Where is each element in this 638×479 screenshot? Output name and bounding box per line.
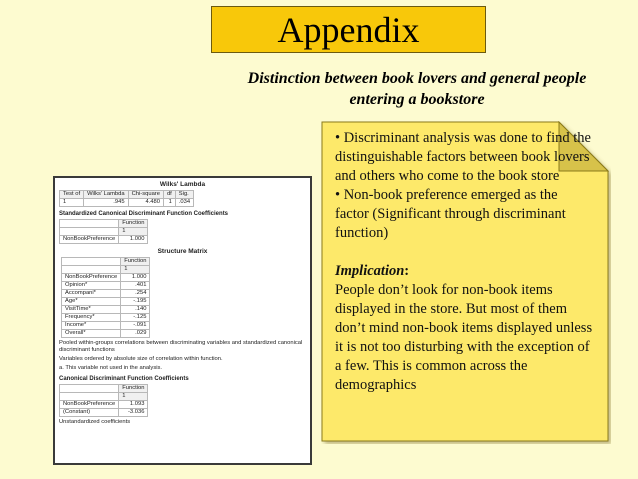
wilks-header: Sig. <box>175 191 193 199</box>
row-value: .254 <box>121 290 150 298</box>
structure-title: Structure Matrix <box>157 248 208 255</box>
wilks-cell: 4.480 <box>128 199 163 207</box>
page-title: Appendix <box>277 10 420 50</box>
row-value: 1.000 <box>121 274 150 282</box>
canonical-title: Canonical Discriminant Function Coefficients <box>59 376 189 382</box>
table-corner <box>60 393 119 401</box>
row-value: -.091 <box>121 322 150 330</box>
function-header: Function <box>119 220 148 228</box>
row-label: VisitTime* <box>62 306 121 314</box>
row-value: -3.036 <box>119 409 148 417</box>
row-label: NonBookPreference <box>62 274 121 282</box>
canonical-table <box>59 384 148 417</box>
table-corner <box>62 258 121 266</box>
standardized-title: Standardized Canonical Discriminant Function Coefficients <box>59 211 229 217</box>
wilks-title: Wilks' Lambda <box>159 181 206 188</box>
bullet-discriminant: • Discriminant analysis was done to find the distinguishable factors between book lovers and others who come to the book store <box>335 130 591 184</box>
row-label: NonBookPreference <box>60 236 119 244</box>
structure-table <box>61 257 150 338</box>
implication-colon: : <box>404 263 410 279</box>
wilks-header: Wilks' Lambda <box>84 191 129 199</box>
row-value: -.125 <box>121 314 150 322</box>
title-banner <box>211 6 486 53</box>
wilks-cell: .945 <box>84 199 129 207</box>
function-subheader: 1 <box>119 393 148 401</box>
table-corner <box>60 228 119 236</box>
implication-heading-line <box>335 262 595 281</box>
subtitle-line-1: Distinction between book lovers and general people <box>247 70 587 87</box>
table-corner <box>62 266 121 274</box>
function-subheader: 1 <box>119 228 148 236</box>
wilks-cell: .034 <box>175 199 193 207</box>
row-label: Frequency* <box>62 314 121 322</box>
table-corner <box>60 385 119 393</box>
row-value: -.195 <box>121 298 150 306</box>
row-value: .140 <box>121 306 150 314</box>
row-value: 1.000 <box>119 236 148 244</box>
structure-note-1: Pooled within-groups correlations between discriminating variables and standardized canonical discriminant functions <box>59 340 303 353</box>
row-value: .029 <box>121 330 150 338</box>
row-label: Overall* <box>62 330 121 338</box>
wilks-cell: 1 <box>60 199 84 207</box>
row-value: .401 <box>121 282 150 290</box>
row-label: NonBookPreference <box>60 401 119 409</box>
row-label: Opinion* <box>62 282 121 290</box>
function-header: Function <box>121 258 150 266</box>
wilks-table <box>59 190 194 207</box>
structure-note-2: Variables ordered by absolute size of correlation within function. <box>59 356 223 362</box>
implication-heading: Implication <box>335 263 405 279</box>
structure-note-3: a. This variable not used in the analysis. <box>59 365 163 371</box>
spss-output-image <box>53 176 312 465</box>
note-content <box>335 129 595 395</box>
wilks-header: Chi-square <box>128 191 163 199</box>
table-corner <box>60 220 119 228</box>
row-value: 1.093 <box>119 401 148 409</box>
wilks-header: Test of <box>60 191 84 199</box>
function-subheader: 1 <box>121 266 150 274</box>
wilks-cell: 1 <box>163 199 175 207</box>
implication-body: People don’t look for non-book items displayed in the store. But most of them don’t mind non-book items displayed unless it is not too disturbing with the exception of a few. This is common across the demographics <box>335 282 593 393</box>
bullet-non-book: • Non-book preference emerged as the factor (Significant through discriminant function) <box>335 187 566 241</box>
row-label: (Constant) <box>60 409 119 417</box>
subtitle-line-2: entering a bookstore <box>349 91 485 108</box>
function-header: Function <box>119 385 148 393</box>
standardized-table <box>59 219 148 244</box>
row-label: Accompani* <box>62 290 121 298</box>
slide-subtitle <box>222 68 612 110</box>
canonical-footer: Unstandardized coefficients <box>59 419 131 425</box>
wilks-header: df <box>163 191 175 199</box>
row-label: Income* <box>62 322 121 330</box>
row-label: Age* <box>62 298 121 306</box>
